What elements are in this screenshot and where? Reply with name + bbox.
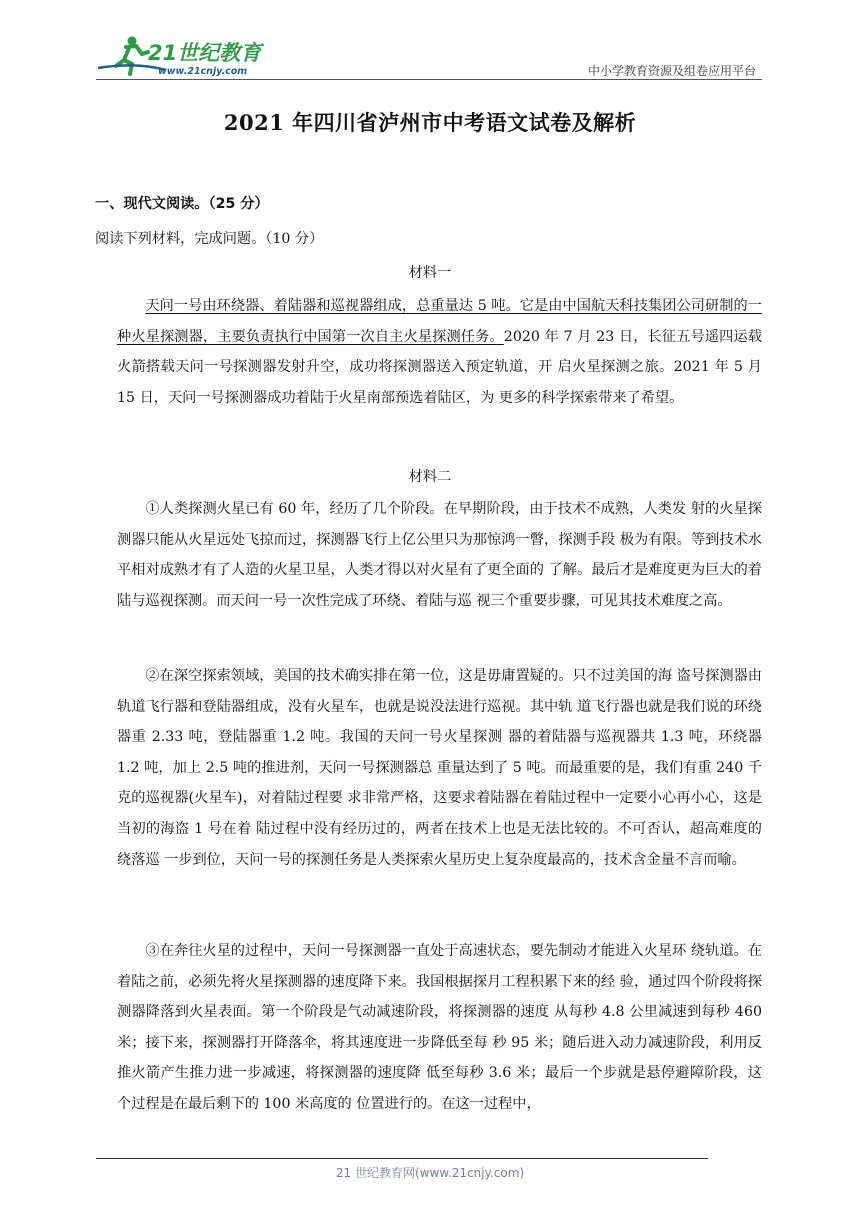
material1-title: 材料一 [408,265,452,281]
material1-rest: 2020 年 7 月 23 日，长征五号遥四运载火箭搭载天问一号探测器发射升空，成功将探测器送入预定轨道，开 启火星探测之旅。2021 年 5 月 15 日，天问一号探测器成功着陆于火星南部预选着陆区，为 更多的科学探索带来了希望。 [117,328,762,406]
header-divider [96,79,762,80]
material2-paragraph-1: ①人类探测火星已有 60 年，经历了几个阶段。在早期阶段，由于技术不成熟，人类发 射的火星探测器只能从火星远处飞掠而过，探测器飞行上亿公里只为那惊鸿一瞥，探测手段 极为有限。等到技术水平相对成熟才有了人造的火星卫星，人类才得以对火星有了更全面的 了解。最后才是难度更为巨大的着陆与巡视探测。而天问一号一次性完成了环绕、着陆与巡 视三个重要步骤，可见其技术难度之高。 [117,501,762,609]
material1-underlined: 天问一号由环绕器、着陆器和巡视器组成，总重量达 5 吨。它是由中国航天科技集团公司研制的一种火星探测器，主要负责执行中国第一次自主火星探测任务。 [117,298,762,345]
platform-label: 中小学教育资源及组卷应用平台 [587,64,756,78]
section-heading: 一、现代文阅读。（25 分） [95,196,269,212]
page-title: 2021 年四川省泸州市中考语文试卷及解析 [223,110,637,135]
svg-text:21世纪教育: 21世纪教育 [148,41,262,65]
svg-text:www.21cnjy.com: www.21cnjy.com [158,66,248,77]
page-footer: 21 世纪教育网(www.21cnjy.com) [335,1166,525,1180]
material2-paragraph-3: ③在奔往火星的过程中，天问一号探测器一直处于高速状态，要先制动才能进入火星环 绕轨道。在着陆之前，必须先将火星探测器的速度降下来。我国根据探月工程积累下来的经 验，通过四个阶段将探测器降落到火星表面。第一个阶段是气动减速阶段，将探测器的速度 从每秒 4.8 公里减速到每秒 460 米；接下来，探测器打开降落伞，将其速度进一步降低至每 秒 95 米；随后进入动力减速阶段，利用反推火箭产生推力进一步减速，将探测器的速度降 低至每秒 3.6 米；最后一个步就是悬停避障阶段，这个过程是在最后剩下的 100 米高度的 位置进行的。在这一过程中， [117,943,762,1112]
material2-title: 材料二 [408,469,452,485]
section-instruction: 阅读下列材料，完成问题。（10 分） [95,231,324,247]
material2-paragraph-2: ②在深空探索领域，美国的技术确实排在第一位，这是毋庸置疑的。只不过美国的海 盗号探测器由轨道飞行器和登陆器组成，没有火星车，也就是说没法进行巡视。其中轨 道飞行器也就是我们说的环绕器重 2.33 吨，登陆器重 1.2 吨。我国的天问一号火星探测 器的着陆器与巡视器共 1.3 吨，环绕器 1.2 吨，加上 2.5 吨的推进剂，天问一号探测器总 重量达到了 5 吨。而最重要的是，我们有重 240 千克的巡视器(火星车)，对着陆过程要 求非常严格，这要求着陆器在着陆过程中一定要小心再小心，这是当初的海盗 1 号在着 陆过程中没有经历过的，两者在技术上也是无法比较的。不可否认，超高难度的绕落巡 一步到位，天问一号的探测任务是人类探索火星历史上复杂度最高的，技术含金量不言而喻。 [117,668,762,868]
site-logo [96,32,266,78]
footer-divider [96,1158,708,1159]
material1-paragraph [117,291,762,413]
page-header [96,32,760,80]
